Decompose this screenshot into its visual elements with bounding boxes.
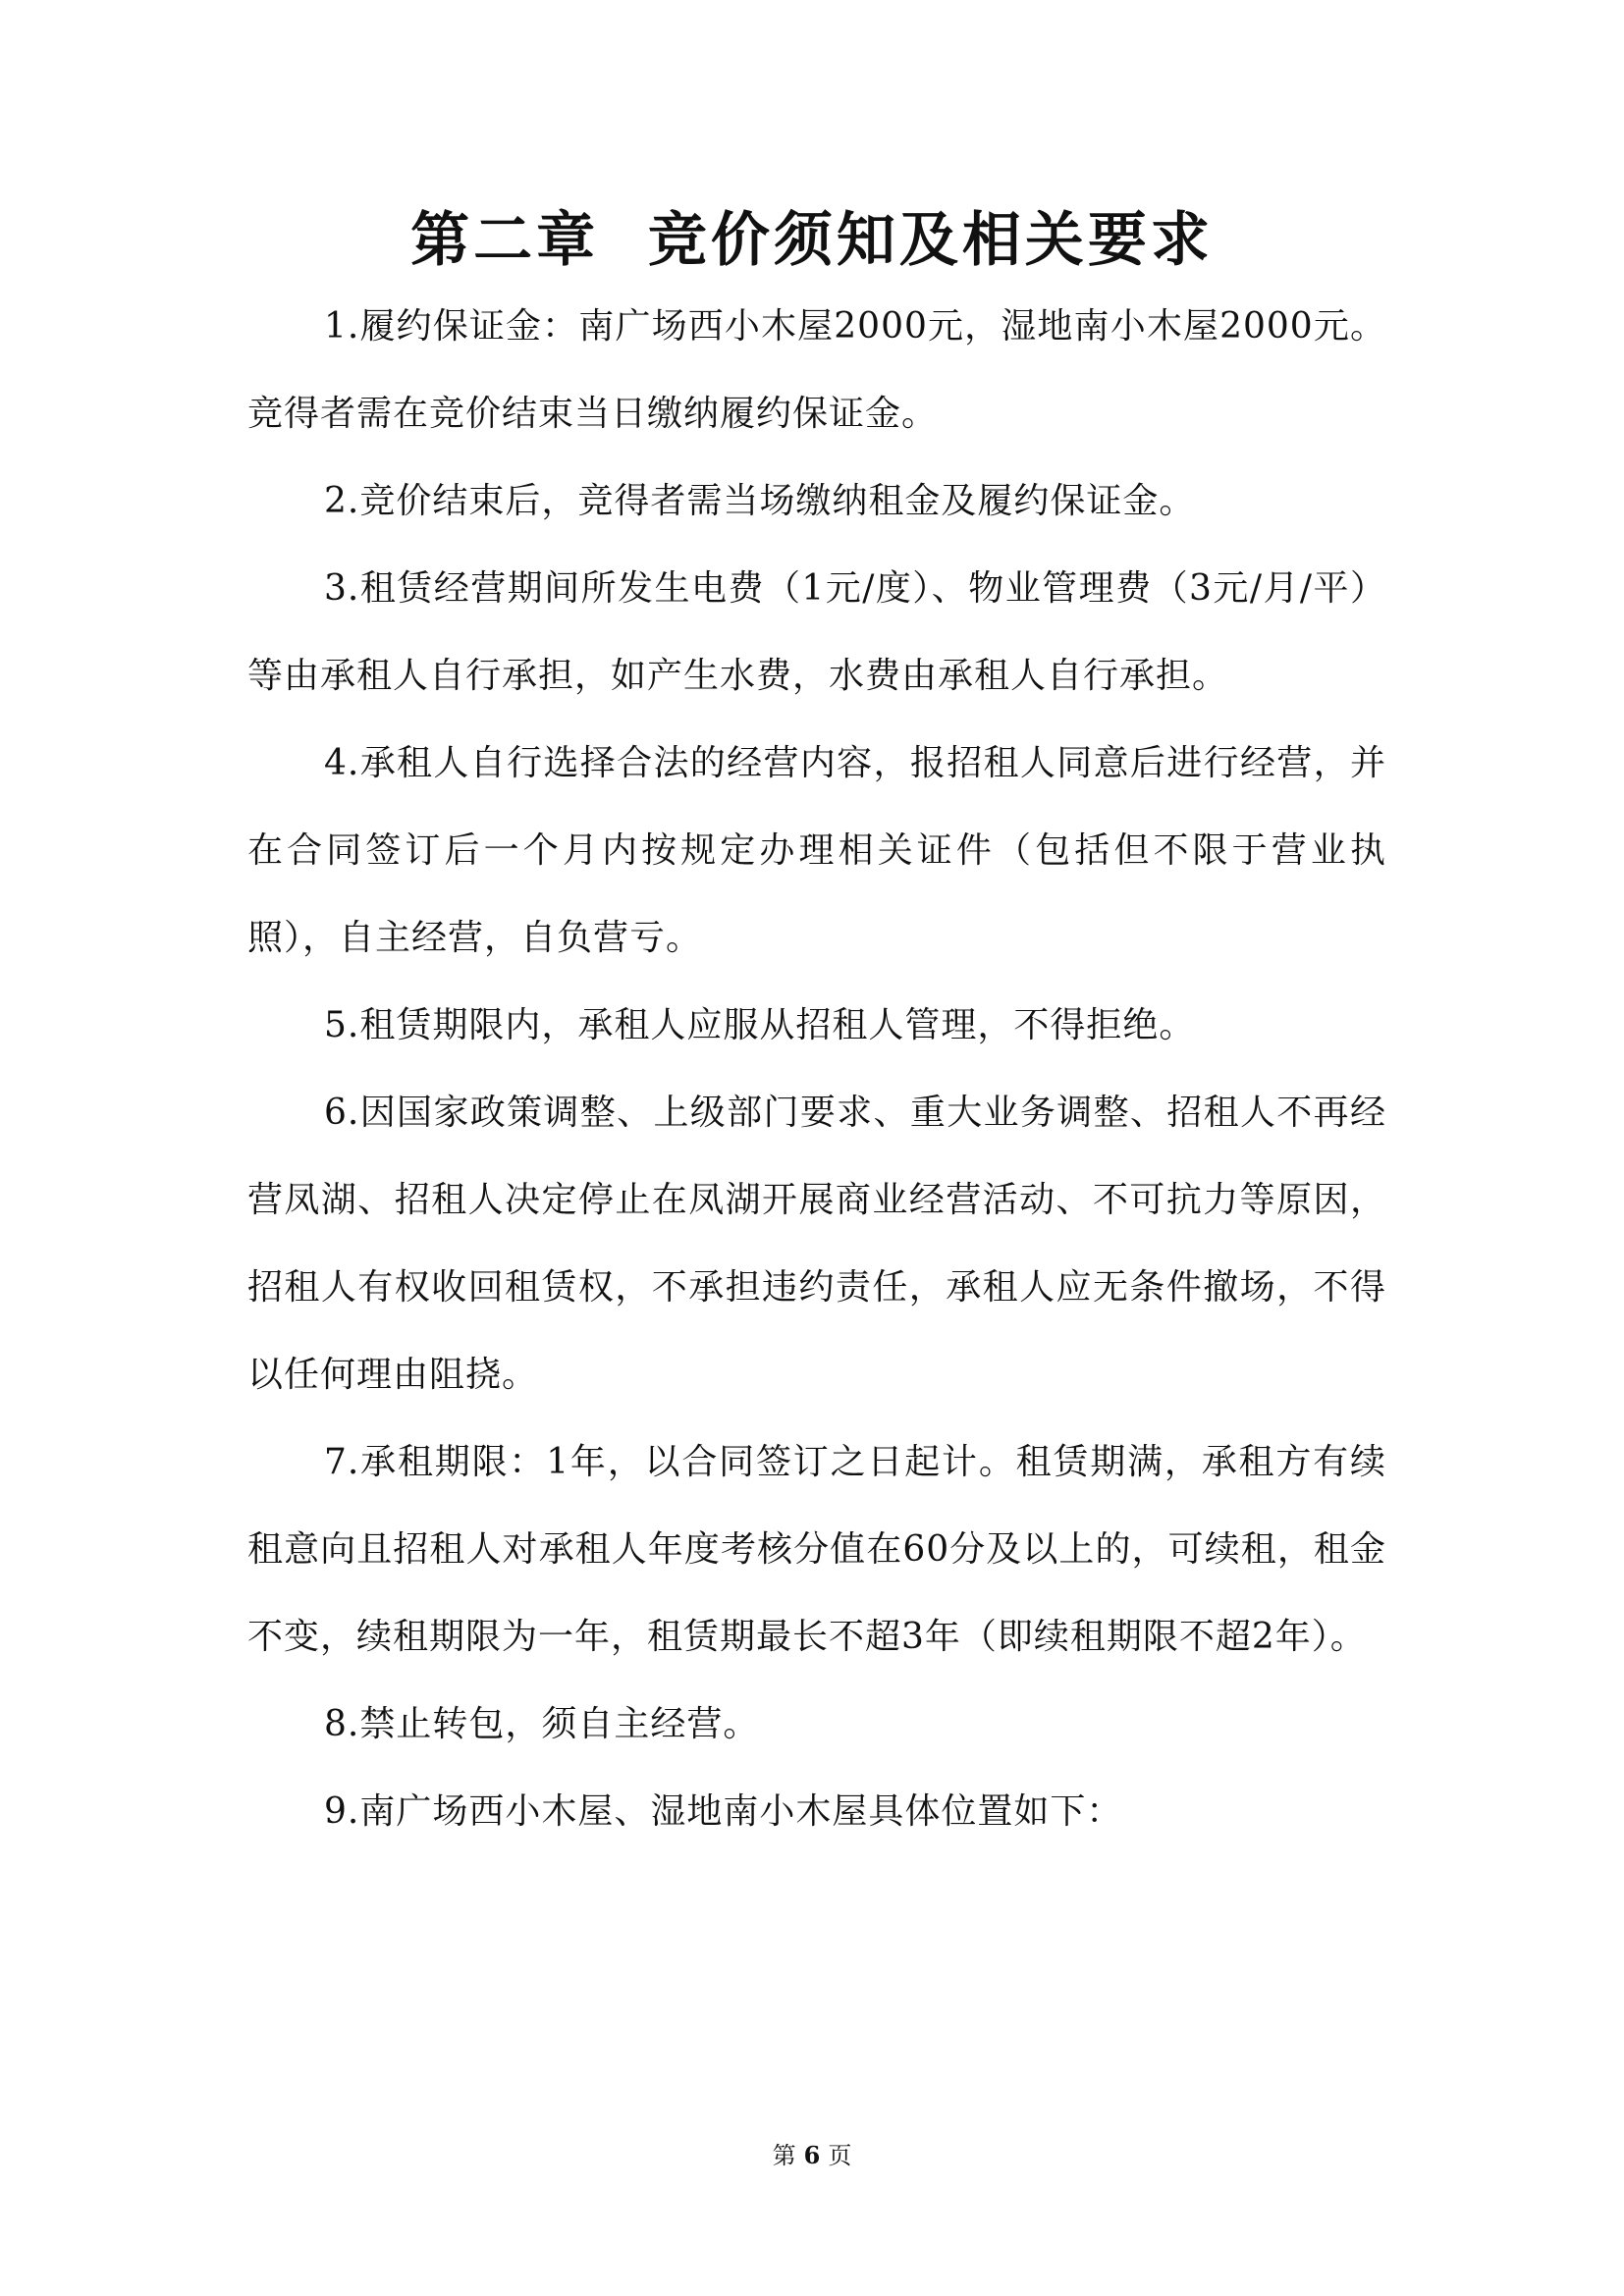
paragraph-2: 2.竞价结束后，竞得者需当场缴纳租金及履约保证金。 xyxy=(324,481,1196,521)
page-label-prefix: 第 xyxy=(772,2142,796,2169)
paragraph-6: 6.因国家政策调整、上级部门要求、重大业务调整、招租人不再经营凤湖、招租人决定停止在凤湖开展商业经营活动、不可抗力等原因，招租人有权收回租赁权，不承担违约责任，承租人应无条件撤场，不得以任何理由阻挠。 xyxy=(247,1093,1386,1395)
paragraph-3: 3.租赁经营期间所发生电费（1元/度）、物业管理费（3元/月/平）等由承租人自行承担，如产生水费，水费由承租人自行承担。 xyxy=(247,568,1386,696)
document-body xyxy=(247,283,1386,1855)
page-number: 6 xyxy=(803,2141,821,2169)
chapter-title: 第二章 竞价须知及相关要求 xyxy=(410,206,1214,275)
paragraph-7: 7.承租期限：1年，以合同签订之日起计。租赁期满，承租方有续租意向且招租人对承租人年度考核分值在60分及以上的，可续租，租金不变，续租期限为一年，租赁期最长不超3年（即续租期限不超2年）。 xyxy=(247,1442,1386,1657)
paragraph-9: 9.南广场西小木屋、湿地南小木屋具体位置如下： xyxy=(324,1791,1123,1832)
page-footer xyxy=(0,2140,1624,2171)
paragraph-8: 8.禁止转包，须自主经营。 xyxy=(324,1704,760,1744)
page-label-suffix: 页 xyxy=(828,2142,852,2169)
paragraph-4: 4.承租人自行选择合法的经营内容，报招租人同意后进行经营，并在合同签订后一个月内按规定办理相关证件（包括但不限于营业执照），自主经营，自负营亏。 xyxy=(247,743,1386,958)
paragraph-5: 5.租赁期限内，承租人应服从招租人管理，不得拒绝。 xyxy=(324,1005,1196,1045)
paragraph-1: 1.履约保证金：南广场西小木屋2000元，湿地南小木屋2000元。竞得者需在竞价结束当日缴纳履约保证金。 xyxy=(247,306,1386,434)
